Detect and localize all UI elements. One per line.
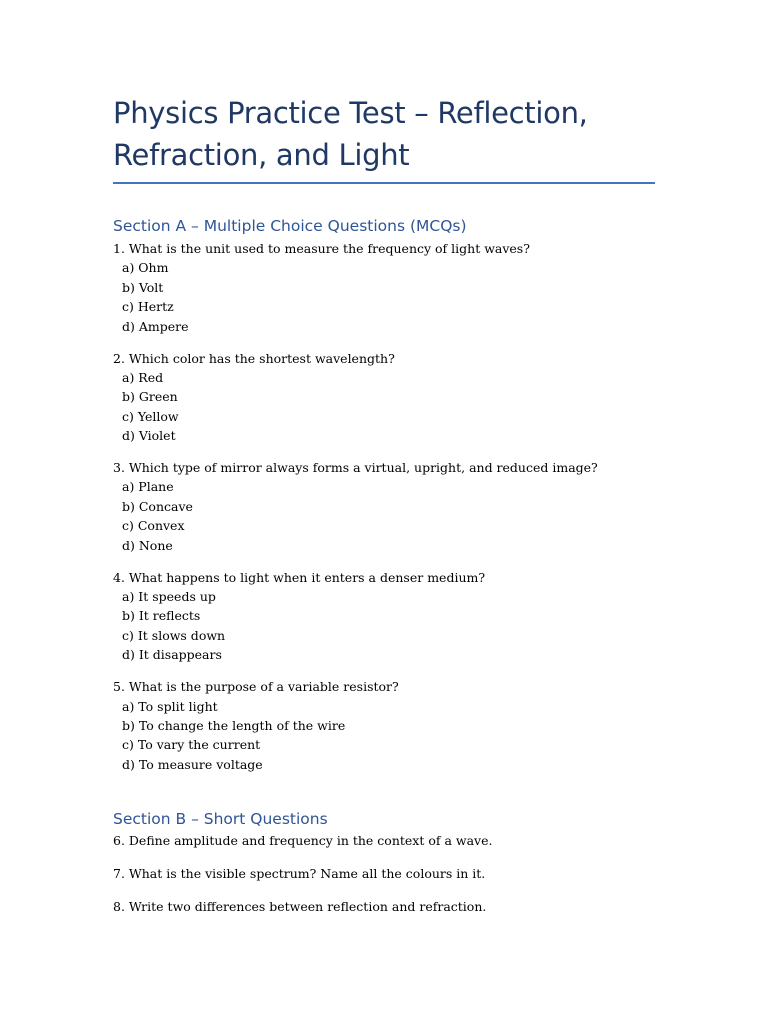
- answer-option: c) It slows down: [122, 627, 226, 643]
- answer-option: c) Hertz: [122, 299, 174, 315]
- title-underline: [113, 182, 655, 184]
- question-text: 2. Which color has the shortest wavelength?: [113, 350, 395, 366]
- short-question: 7. What is the visible spectrum? Name all the colours in it.: [113, 866, 486, 882]
- answer-option: b) To change the length of the wire: [122, 717, 346, 733]
- question-text: 4. What happens to light when it enters a denser medium?: [113, 569, 486, 585]
- section-b-heading: Section B – Short Questions: [113, 810, 328, 829]
- answer-option: d) Ampere: [122, 318, 189, 334]
- mcq-question: [113, 677, 655, 774]
- mcq-question: [113, 458, 655, 555]
- question-text: 1. What is the unit used to measure the frequency of light waves?: [113, 241, 530, 256]
- answer-option: a) Plane: [122, 479, 174, 495]
- mcq-question: [113, 568, 655, 665]
- question-text: 3. Which type of mirror always forms a virtual, upright, and reduced image?: [113, 460, 598, 476]
- answer-option: b) Volt: [122, 279, 164, 295]
- answer-option: d) To measure voltage: [122, 756, 263, 772]
- section-a-heading: Section A – Multiple Choice Questions (MCQs): [113, 217, 467, 235]
- short-question: 6. Define amplitude and frequency in the context of a wave.: [113, 833, 493, 849]
- answer-option: a) Red: [122, 369, 164, 385]
- answer-option: c) To vary the current: [122, 737, 261, 753]
- document-page: [113, 92, 655, 916]
- mcq-question: [113, 349, 655, 446]
- answer-option: a) To split light: [122, 698, 218, 714]
- answer-option: d) It disappears: [122, 647, 222, 663]
- short-question-list: [113, 831, 655, 916]
- answer-option: d) None: [122, 537, 173, 553]
- answer-option: c) Yellow: [122, 408, 179, 424]
- answer-option: b) Green: [122, 389, 178, 405]
- answer-option: a) It speeds up: [122, 589, 216, 604]
- mcq-list: [113, 239, 655, 774]
- answer-option: c) Convex: [122, 518, 185, 534]
- answer-option: d) Violet: [122, 428, 176, 444]
- answer-option: b) Concave: [122, 498, 193, 514]
- answer-option: a) Ohm: [122, 260, 169, 276]
- mcq-question: [113, 239, 655, 336]
- question-text: 5. What is the purpose of a variable resistor?: [113, 679, 399, 695]
- short-question: 8. Write two differences between reflection and refraction.: [113, 898, 487, 914]
- page-title: Physics Practice Test – Reflection, Refraction, and Light: [113, 96, 588, 172]
- answer-option: b) It reflects: [122, 608, 201, 624]
